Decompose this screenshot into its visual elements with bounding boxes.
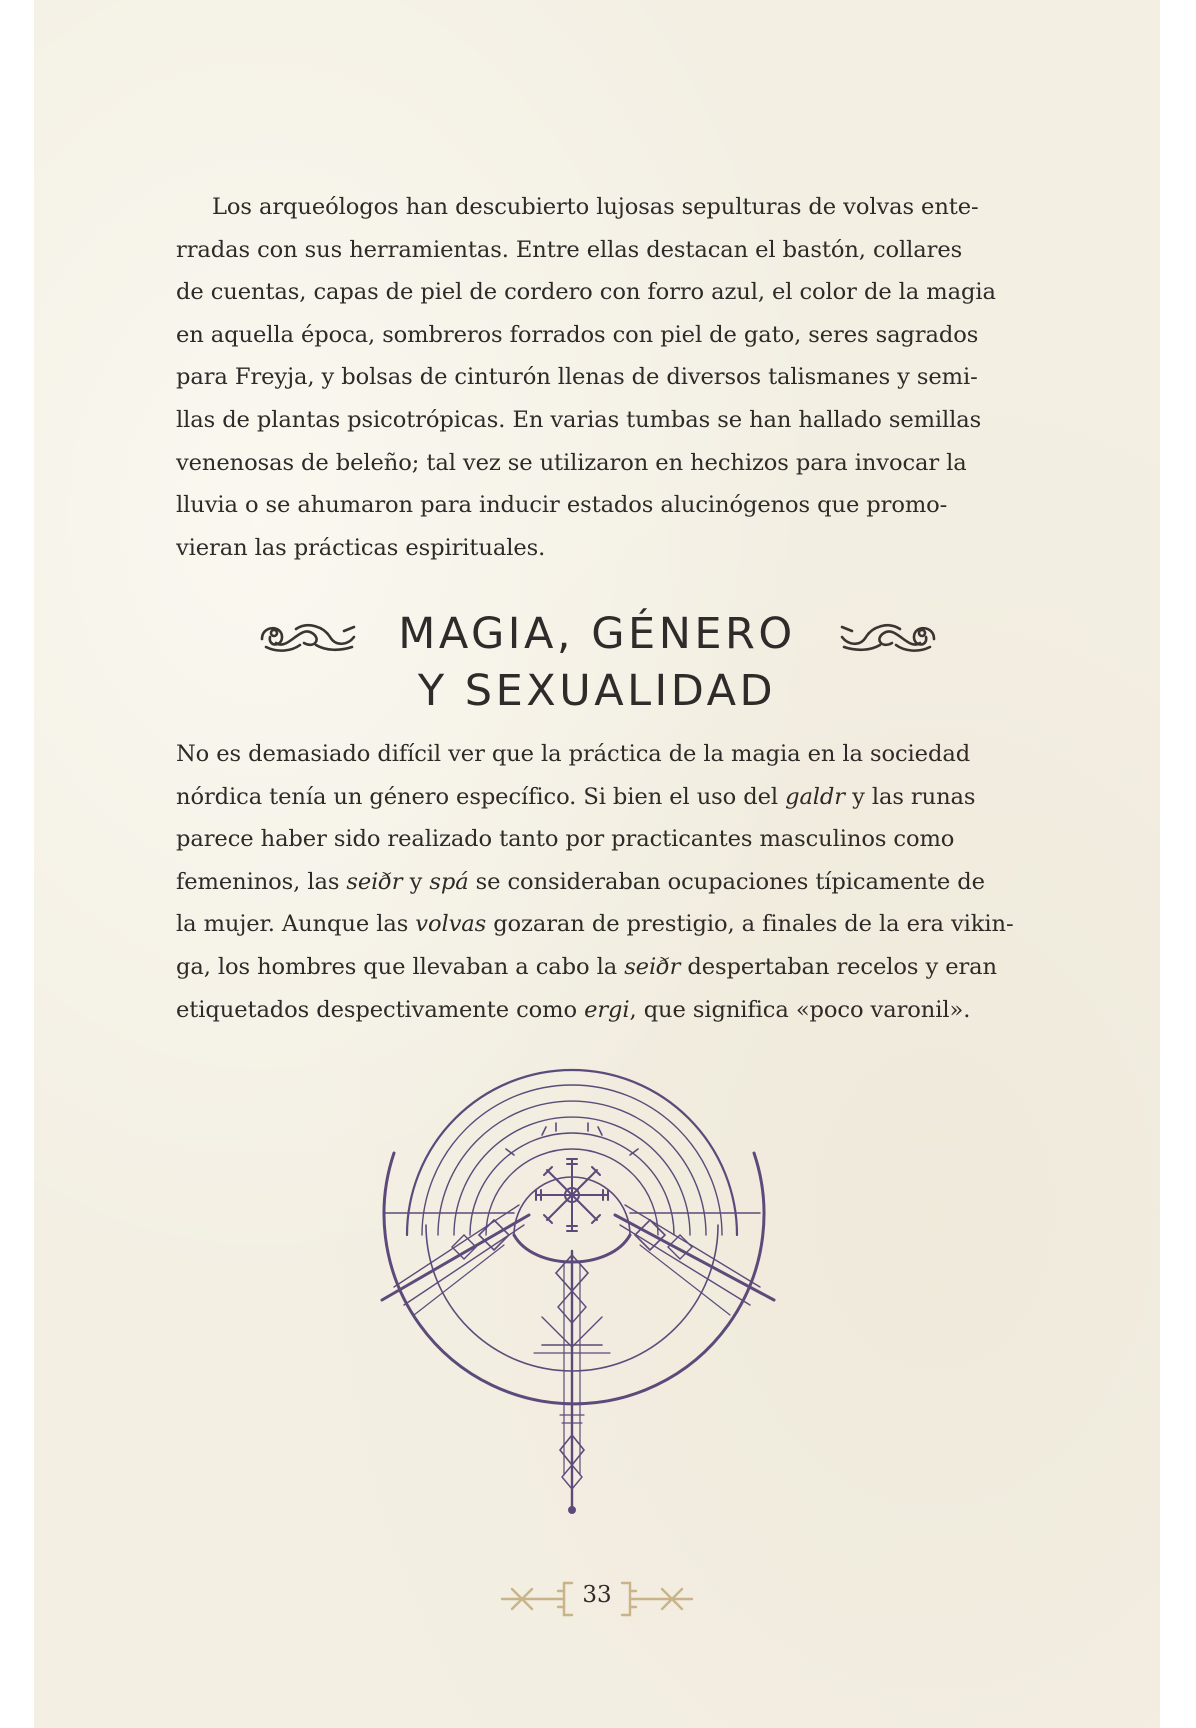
- text-line: femeninos, las seiðr y spá se consideraban ocupaciones típicamente de: [176, 868, 985, 895]
- text-line: nórdica tenía un género específico. Si bien el uso del galdr y las runas: [176, 783, 976, 810]
- text-line: etiquetados despectivamente como ergi, que significa «poco varonil».: [176, 996, 971, 1023]
- text-line: Los arqueólogos han descubierto lujosas sepulturas de volvas ente-: [212, 194, 979, 220]
- italic-term: ergi: [584, 996, 630, 1023]
- text-line: venenosas de beleño; tal vez se utilizaron en hechizos para invocar la: [176, 449, 967, 476]
- text-line: rradas con sus herramientas. Entre ellas destacan el bastón, collares: [176, 236, 963, 263]
- text-line: parece haber sido realizado tanto por practicantes masculinos como: [176, 826, 955, 853]
- knotwork-ornament-icon: [836, 617, 940, 655]
- section-heading-line-1: MAGIA, GÉNERO: [398, 609, 796, 659]
- vegvisir-symbol-icon: [364, 1055, 864, 1520]
- section-heading-line-2: Y SEXUALIDAD: [417, 666, 777, 716]
- italic-term: seiðr: [346, 868, 403, 895]
- text-line: para Freyja, y bolsas de cinturón llenas de diversos talismanes y semi-: [176, 364, 978, 391]
- text-line: en aquella época, sombreros forrados con piel de gato, seres sagrados: [176, 321, 979, 348]
- italic-term: volvas: [415, 911, 487, 938]
- text-line: No es demasiado difícil ver que la práctica de la magia en la sociedad: [176, 741, 971, 767]
- text-line: llas de plantas psicotrópicas. En varias tumbas se han hallado semillas: [176, 406, 982, 433]
- text-line: ga, los hombres que llevaban a cabo la seiðr despertaban recelos y eran: [176, 953, 997, 980]
- text-line: lluvia o se ahumaron para inducir estados alucinógenos que promo-: [176, 492, 948, 519]
- text-line: vieran las prácticas espirituales.: [176, 534, 546, 561]
- paragraph-volvas-graves: [176, 186, 1046, 569]
- book-page: [34, 0, 1160, 1728]
- text-line: de cuentas, capas de piel de cordero con forro azul, el color de la magia: [176, 279, 996, 306]
- italic-term: seiðr: [624, 953, 681, 980]
- page-number: 33: [582, 1582, 612, 1608]
- text-line: la mujer. Aunque las volvas gozaran de prestigio, a finales de la era vikin-: [176, 911, 1014, 938]
- italic-term: spá: [429, 868, 469, 895]
- italic-term: galdr: [785, 783, 846, 810]
- paragraph-magic-gender: [176, 733, 1046, 1031]
